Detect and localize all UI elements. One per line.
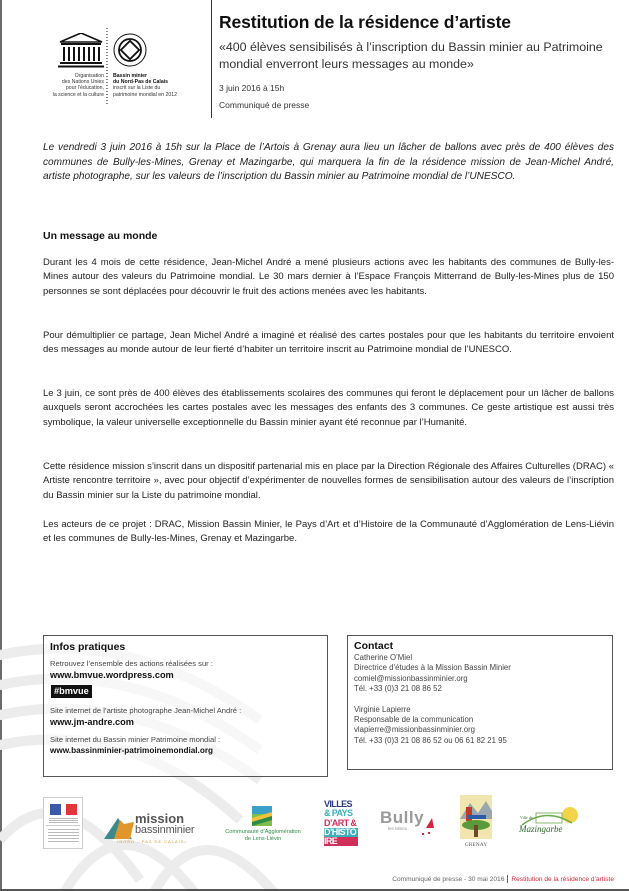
svg-text:Ville de: Ville de — [520, 815, 533, 820]
contact-role: Responsable de la communication — [354, 715, 474, 725]
header-divider — [211, 0, 212, 118]
world-heritage-text: Bassin minier du Nord-Pas de Calais inscrit sur la Liste du patrimoine mondial en 2012 — [113, 73, 178, 98]
body-paragraph: Le 3 juin, ce sont près de 400 élèves des établissements scolaires des communes qui feront le déplacement pour un lâcher de ballons auxquels seront accrochées les cartes postales avec les messages des enfants des 3 communes. Ce geste artistique est aussi très symbolique, la valeur universelle exceptionnelle du Bassin minier ayant été reconnue par l’Humanité. — [43, 388, 614, 428]
page-title: Restitution de la résidence d’artiste — [219, 12, 511, 32]
page-left-edge — [0, 0, 2, 891]
mountain-icon — [104, 814, 136, 840]
contact-role: Directrice d’études à la Mission Bassin Minier — [354, 663, 511, 673]
body-paragraph: Durant les 4 mois de cette résidence, Jean-Michel André a mené plusieurs actions avec les habitants des communes de Bully-les-Mines autour des valeurs du Patrimoine mondial. Le 30 mars dernier à l’Espace François Mitterrand de Bully-les-Mines plus de 150 personnes se sont déplacées pour découvrir le fruit des actions menées avec les habitants. — [43, 257, 614, 297]
infos-label: Retrouvez l’ensemble des actions réalisées sur : — [50, 659, 213, 668]
marianne-flag-icon — [50, 804, 77, 815]
contact-name: Catherine O’Miel — [354, 653, 413, 662]
unesco-temple-icon — [58, 33, 104, 69]
cal-emblem-icon — [252, 806, 272, 826]
grenay-logo: GRENAY — [460, 795, 492, 850]
section-heading: Un message au monde — [43, 230, 158, 242]
contact-box — [347, 635, 613, 770]
bully-red-shapes-icon — [422, 816, 438, 836]
grenay-crest-icon — [460, 795, 492, 841]
world-heritage-emblem-icon — [113, 33, 147, 67]
contact-heading: Contact — [354, 640, 394, 652]
header-logos — [40, 28, 210, 118]
intro-paragraph: Le vendredi 3 juin 2016 à 15h sur la Place de l’Artois à Grenay aura lieu un lâcher de ballons avec près de 400 élèves des communes de Bully-les-Mines, Grenay et Mazingarbe, qui marquera la fin de la résidence mission de Jean-Michel André, artiste photographe, sur les valeurs de l’inscription du Bassin minier au Patrimoine mondial de l’UNESCO. — [43, 142, 614, 183]
mission-bassin-minier-logo: mission bassinminier •NORD - PAS DE CALAIS• — [104, 812, 204, 846]
artist-website-link[interactable]: www.jm-andre.com — [50, 717, 134, 727]
contact-name: Virginie Lapierre — [354, 704, 411, 714]
contact-phone: Tél. +33 (0)3 21 08 86 52 — [354, 684, 442, 694]
unesco-org-text: Organisation des Nations Unies pour l’éducation, la science et la culture — [52, 73, 104, 98]
communaute-agglomeration-logo: Communauté d’Agglomération de Lens-Liévin — [218, 806, 308, 846]
contact-email[interactable]: vlapierre@missionbassinminier.org — [354, 725, 476, 735]
footer-left-text: Communiqué de presse - 30 mai 2016 — [392, 875, 505, 883]
contact-phone: Tél. +33 (0)3 21 08 86 52 ou 06 61 82 21 95 — [354, 735, 507, 745]
hashtag-badge: #bmvue — [51, 685, 92, 698]
bmvue-link[interactable]: www.bmvue.wordpress.com — [50, 670, 174, 680]
contact-email[interactable]: comiel@missionbassinminier.org — [354, 673, 468, 683]
body-paragraph: Pour démultiplier ce partage, Jean Michel André a imaginé et réalisé des cartes postales pour que les habitants du territoire envoient des messages au monde autour de leur fierté d’habiter un territoire inscrit au Patrimoine mondial de l’UNESCO. — [43, 330, 614, 356]
footer-separator — [507, 875, 508, 883]
event-date: 3 juin 2016 à 15h — [219, 83, 285, 93]
infos-heading: Infos pratiques — [50, 641, 126, 653]
body-paragraph: Les acteurs de ce projet : DRAC, Mission Bassin Minier, le Pays d’Art et d’Histoire de la Communauté d’Agglomération de Lens-Liévin et les communes de Bully-les-Mines, Grenay et Mazingarbe. — [43, 519, 614, 545]
svg-text:Mazingarbe: Mazingarbe — [519, 824, 563, 834]
mazingarbe-emblem-icon — [516, 805, 578, 840]
page-footer — [392, 875, 614, 883]
infos-label: Site internet de l’artiste photographe Jean-Michel André : — [50, 706, 242, 715]
bully-les-mines-logo: Bully les Mines — [380, 808, 440, 838]
prefet-region-logo — [43, 797, 83, 849]
body-paragraph: Cette résidence mission s’inscrit dans un dispositif partenarial mis en place par la Direction Régionale des Affaires Culturelles (DRAC) « Artiste rencontre territoire », avec pour objectif d’expérimenter de nouvelles formes de sensibilisation autour des valeurs de l’inscription du Bassin minier sur la Liste du patrimoine mondial. — [43, 461, 614, 501]
document-type: Communiqué de presse — [219, 100, 310, 110]
bassin-minier-website-link[interactable]: www.bassinminier-patrimoinemondial.org — [50, 746, 214, 755]
infos-pratiques-box — [43, 635, 328, 777]
mazingarbe-logo — [516, 805, 578, 840]
dotted-separator — [106, 28, 108, 106]
page-subtitle: «400 élèves sensibilisés à l’inscription du Bassin minier au Patrimoine mondial enverront leurs messages au monde» — [219, 40, 603, 71]
infos-label: Site internet du Bassin minier Patrimoine mondial : — [50, 735, 221, 744]
villes-pays-art-histoire-logo: VILLES & PAYS D’ART & D’HISTO IRE — [324, 799, 357, 847]
footer-right-text: Restitution de la résidence d’artiste — [511, 875, 614, 883]
